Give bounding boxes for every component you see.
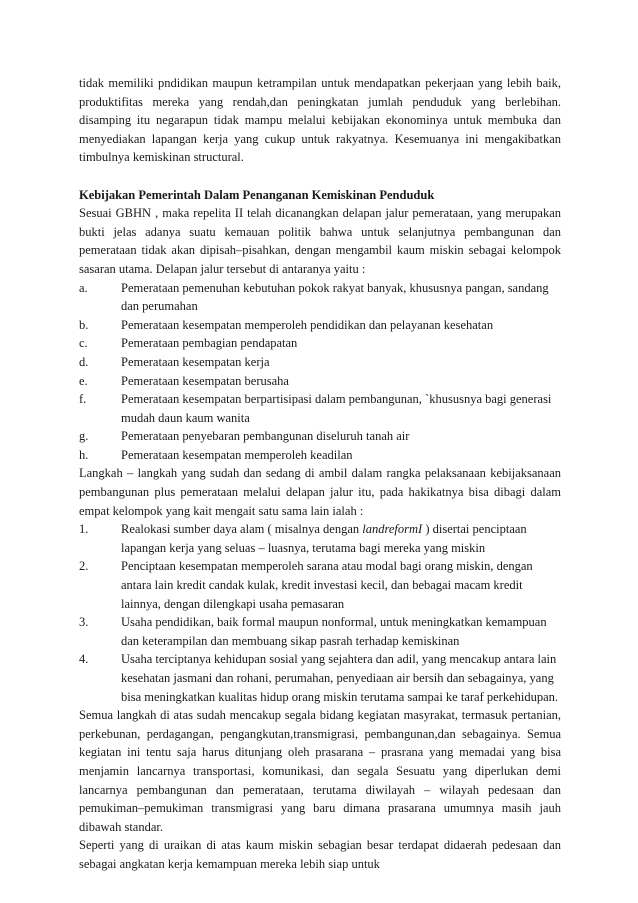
list-item: [79, 446, 561, 465]
paragraph-gap: [79, 167, 561, 186]
list-item-text: Pemerataan kesempatan memperoleh pendidikan dan pelayanan kesehatan: [121, 317, 494, 332]
intro-paragraph: tidak memiliki pndidikan maupun ketrampilan untuk mendapatkan pekerjaan yang lebih baik, produktifitas mereka yang rendah,dan peningkatan jumlah penduduk yang berlebihan. disamping itu negarapun tidak mampu melalui kebijakan ekonominya untuk membuka dan menyediakan lapangan kerja yang cukup untuk rakyatnya. Kesemuanya ini mengakibatkan timbulnya kemiskinan structural.: [79, 76, 561, 165]
document-page: [79, 74, 561, 874]
section-paragraph-1: Sesuai GBHN , maka repelita II telah dicanangkan delapan jalur pemerataan, yang merupakan bukti jelas adanya suatu kemauan politik bahwa untuk selanjutnya pembangunan dan pemerataan tidak akan dipisah–pisahkan, dengan mengambil kaum miskin sebagai kelompok sasaran utama. Delapan jalur tersebut di antaranya yaitu :: [79, 206, 561, 276]
list-item-label: c.: [79, 336, 88, 351]
list-item-label: g.: [79, 429, 89, 444]
list-item: [79, 557, 561, 613]
list-item-text: Pemerataan pemenuhan kebutuhan pokok rakyat banyak, khususnya pangan, sandang dan perumahan: [121, 280, 549, 314]
list-item-label: 3.: [79, 615, 89, 630]
section-paragraph-4: Seperti yang di uraikan di atas kaum miskin sebagian besar terdapat didaerah pedesaan dan sebagai angkatan kerja kemampuan mereka lebih siap untuk: [79, 838, 561, 871]
section-paragraph-2: Langkah – langkah yang sudah dan sedang di ambil dalam rangka pelaksanaan kebijaksanaan pembangunan plus pemerataan melalui delapan jalur itu, pada hakikatnya bisa dibagi dalam empat kelompok yang kait mengait satu sama lain ialah :: [79, 466, 561, 518]
list-item-label: b.: [79, 317, 89, 332]
list-item-text: [121, 520, 561, 557]
list-item-text: Pemerataan kesempatan berpartisipasi dalam pembangunan, `khususnya bagi generasi mudah daun kaum wanita: [121, 392, 552, 425]
list-item-label: e.: [79, 373, 88, 388]
section-paragraph-3: Semua langkah di atas sudah mencakup segala bidang kegiatan masyrakat, termasuk pertanian, perkebunan, perdagangan, pengangkutan,transmigrasi, pembangunan,dan sebagainya. Semua kegiatan ini tentu saja harus ditunjang oleh prasarana – prasrana yang memadai yang bisa menjamin lancarnya transportasi, komunikasi, dan segala Sesuatu yang diperlukan demi lancarnya pembangunan dan pemerataan, terutama diwilayah – wilayah pedesaan dan pemukiman–pemukiman transmigrasi yang baru dimana prasarana umumnya masih jauh dibawah standar.: [79, 708, 561, 834]
list-item-text: Pemerataan pembagian pendapatan: [121, 336, 298, 351]
list-item: [79, 334, 561, 353]
list-item: [79, 427, 561, 446]
list-item-text-before: Realokasi sumber daya alam ( misalnya dengan: [121, 522, 363, 537]
list-item-label: h.: [79, 447, 89, 462]
list-item: [79, 279, 561, 316]
jalur-list: [79, 279, 561, 465]
list-item-text: Pemerataan kesempatan kerja: [121, 354, 270, 369]
list-item-text: Penciptaan kesempatan memperoleh sarana atau modal bagi orang miskin, dengan antara lain kredit candak kulak, kredit investasi kecil, dan bebagai macam kredit lainnya, dengan dilengkapi usaha pemasaran: [121, 559, 533, 611]
list-item: [79, 372, 561, 391]
list-item: [79, 520, 561, 557]
italic-term: landreformI: [362, 522, 423, 537]
list-item-label: 1.: [79, 522, 89, 537]
langkah-list: [79, 520, 561, 706]
list-item-label: a.: [79, 280, 88, 295]
section-heading: Kebijakan Pemerintah Dalam Penanganan Kemiskinan Penduduk: [79, 187, 435, 202]
list-item-text: Pemerataan kesempatan berusaha: [121, 373, 289, 388]
list-item-label: 4.: [79, 652, 89, 667]
list-item-text: Pemerataan penyebaran pembangunan diseluruh tanah air: [121, 429, 410, 444]
list-item-text: Pemerataan kesempatan memperoleh keadilan: [121, 447, 353, 462]
list-item-label: d.: [79, 354, 89, 369]
list-item: [79, 353, 561, 372]
list-item-label: 2.: [79, 559, 89, 574]
list-item: [79, 316, 561, 335]
list-item-label: f.: [79, 392, 87, 407]
list-item: [79, 390, 561, 427]
list-item: [79, 650, 561, 706]
list-item-text-after: ) disertai penciptaan lapangan kerja yang seluas – luasnya, terutama bagi mereka yang miskin: [121, 522, 527, 555]
list-item-text: Usaha pendidikan, baik formal maupun nonformal, untuk meningkatkan kemampuan dan keterampilan dan membuang sikap pasrah terhadap kemiskinan: [121, 615, 547, 648]
list-item: [79, 613, 561, 650]
list-item-text: Usaha terciptanya kehidupan sosial yang sejahtera dan adil, yang mencakup antara lain kesehatan jasmani dan rohani, perumahan, penyediaan air bersih dan sebagainya, yang bisa meningkatkan kualitas hidup orang miskin terutama sampai ke taraf perkehidupan.: [121, 652, 559, 704]
